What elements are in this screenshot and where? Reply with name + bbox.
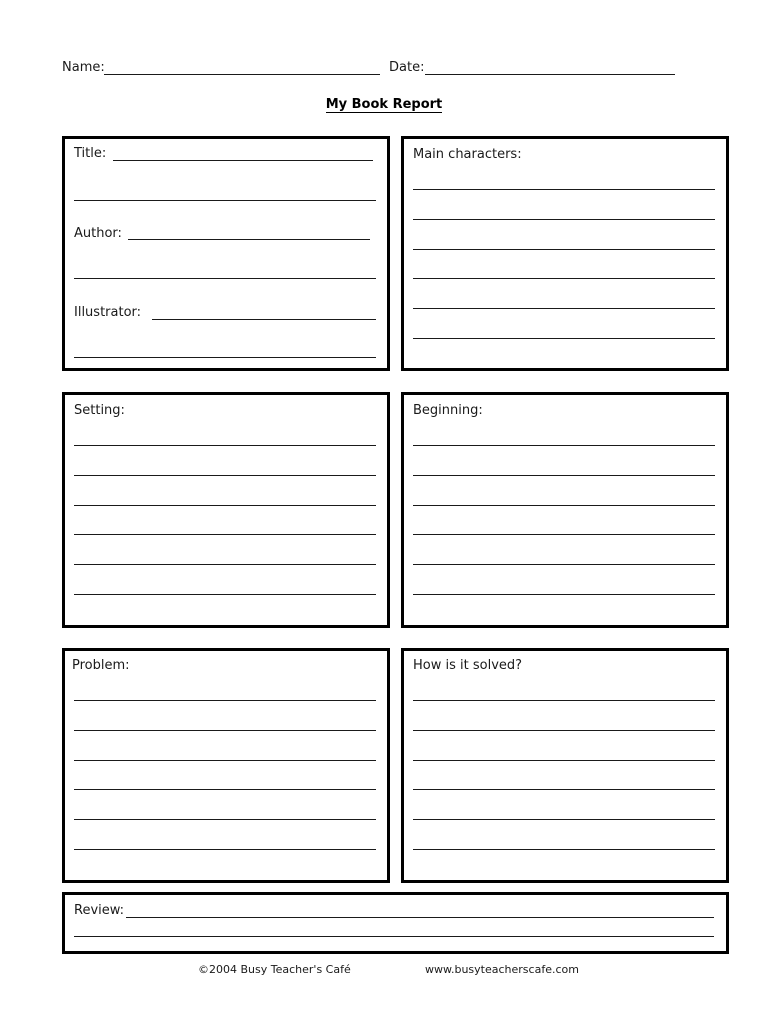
main-characters-box xyxy=(401,136,729,371)
illustrator-blank[interactable] xyxy=(152,319,376,320)
book-info-box xyxy=(62,136,390,371)
problem-box xyxy=(62,648,390,883)
problem-line[interactable] xyxy=(74,819,376,820)
setting-line[interactable] xyxy=(74,594,376,595)
beginning-line[interactable] xyxy=(413,475,715,476)
date-label: Date: xyxy=(389,60,425,75)
solution-line[interactable] xyxy=(413,849,715,850)
main-characters-line[interactable] xyxy=(413,308,715,309)
author-blank[interactable] xyxy=(128,239,370,240)
problem-line[interactable] xyxy=(74,760,376,761)
author-label: Author: xyxy=(74,226,122,241)
review-line-2[interactable] xyxy=(74,936,714,937)
beginning-box xyxy=(401,392,729,628)
setting-line[interactable] xyxy=(74,445,376,446)
setting-line[interactable] xyxy=(74,564,376,565)
main-characters-line[interactable] xyxy=(413,249,715,250)
problem-label: Problem: xyxy=(72,658,130,673)
name-label: Name: xyxy=(62,60,105,75)
solution-line[interactable] xyxy=(413,730,715,731)
review-blank[interactable] xyxy=(126,917,714,918)
solution-box xyxy=(401,648,729,883)
name-blank[interactable] xyxy=(104,74,380,75)
beginning-line[interactable] xyxy=(413,505,715,506)
setting-line[interactable] xyxy=(74,534,376,535)
title-blank-line-2[interactable] xyxy=(74,200,376,201)
page-title: My Book Report xyxy=(325,97,443,112)
problem-line[interactable] xyxy=(74,730,376,731)
setting-line[interactable] xyxy=(74,475,376,476)
author-blank-line-2[interactable] xyxy=(74,278,376,279)
beginning-label: Beginning: xyxy=(413,403,483,418)
problem-line[interactable] xyxy=(74,849,376,850)
main-characters-line[interactable] xyxy=(413,189,715,190)
main-characters-label: Main characters: xyxy=(413,147,522,162)
beginning-line[interactable] xyxy=(413,564,715,565)
footer-website: www.busyteacherscafe.com xyxy=(425,963,579,976)
main-characters-line[interactable] xyxy=(413,219,715,220)
solution-line[interactable] xyxy=(413,700,715,701)
solution-line[interactable] xyxy=(413,760,715,761)
solution-label: How is it solved? xyxy=(413,658,523,673)
main-characters-line[interactable] xyxy=(413,278,715,279)
solution-line[interactable] xyxy=(413,819,715,820)
title-blank[interactable] xyxy=(113,160,373,161)
setting-box xyxy=(62,392,390,628)
beginning-line[interactable] xyxy=(413,445,715,446)
date-blank[interactable] xyxy=(425,74,675,75)
title-label: Title: xyxy=(74,146,107,161)
setting-label: Setting: xyxy=(74,403,125,418)
illustrator-label: Illustrator: xyxy=(74,305,142,320)
review-label: Review: xyxy=(74,903,125,918)
beginning-line[interactable] xyxy=(413,534,715,535)
setting-line[interactable] xyxy=(74,505,376,506)
problem-line[interactable] xyxy=(74,700,376,701)
beginning-line[interactable] xyxy=(413,594,715,595)
illustrator-blank-line-2[interactable] xyxy=(74,357,376,358)
footer-copyright: ©2004 Busy Teacher's Café xyxy=(198,963,351,976)
solution-line[interactable] xyxy=(413,789,715,790)
main-characters-line[interactable] xyxy=(413,338,715,339)
review-box xyxy=(62,892,729,954)
problem-line[interactable] xyxy=(74,789,376,790)
